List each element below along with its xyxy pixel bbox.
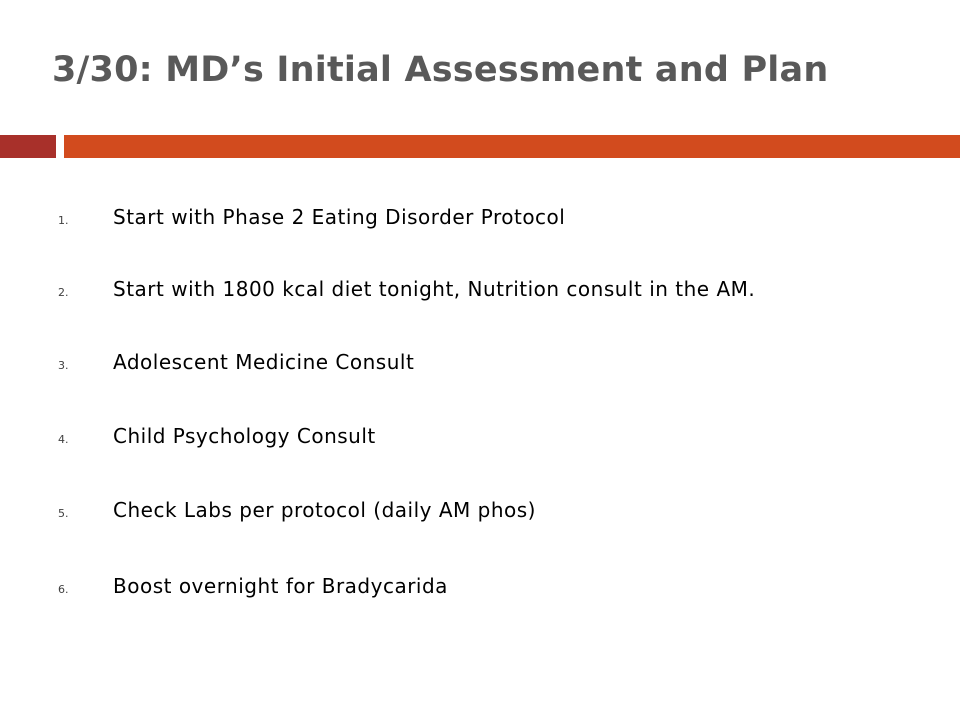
slide-title: 3/30: MD’s Initial Assessment and Plan xyxy=(52,50,829,90)
accent-bar-left xyxy=(0,135,56,158)
list-item-text: Start with Phase 2 Eating Disorder Protocol xyxy=(113,205,566,229)
list-item-number: 3. xyxy=(58,359,69,372)
list-item-number: 1. xyxy=(58,214,69,227)
list-item-number: 2. xyxy=(58,286,69,299)
list-item-text: Check Labs per protocol (daily AM phos) xyxy=(113,498,536,522)
list-item-number: 5. xyxy=(58,507,69,520)
list-item-text: Start with 1800 kcal diet tonight, Nutrition consult in the AM. xyxy=(113,277,756,301)
list-item-text: Adolescent Medicine Consult xyxy=(113,350,415,374)
list-item-number: 6. xyxy=(58,583,69,596)
list-item-text: Boost overnight for Bradycarida xyxy=(113,574,448,598)
list-item-text: Child Psychology Consult xyxy=(113,424,376,448)
list-item-number: 4. xyxy=(58,433,69,446)
accent-bar-right xyxy=(64,135,960,158)
